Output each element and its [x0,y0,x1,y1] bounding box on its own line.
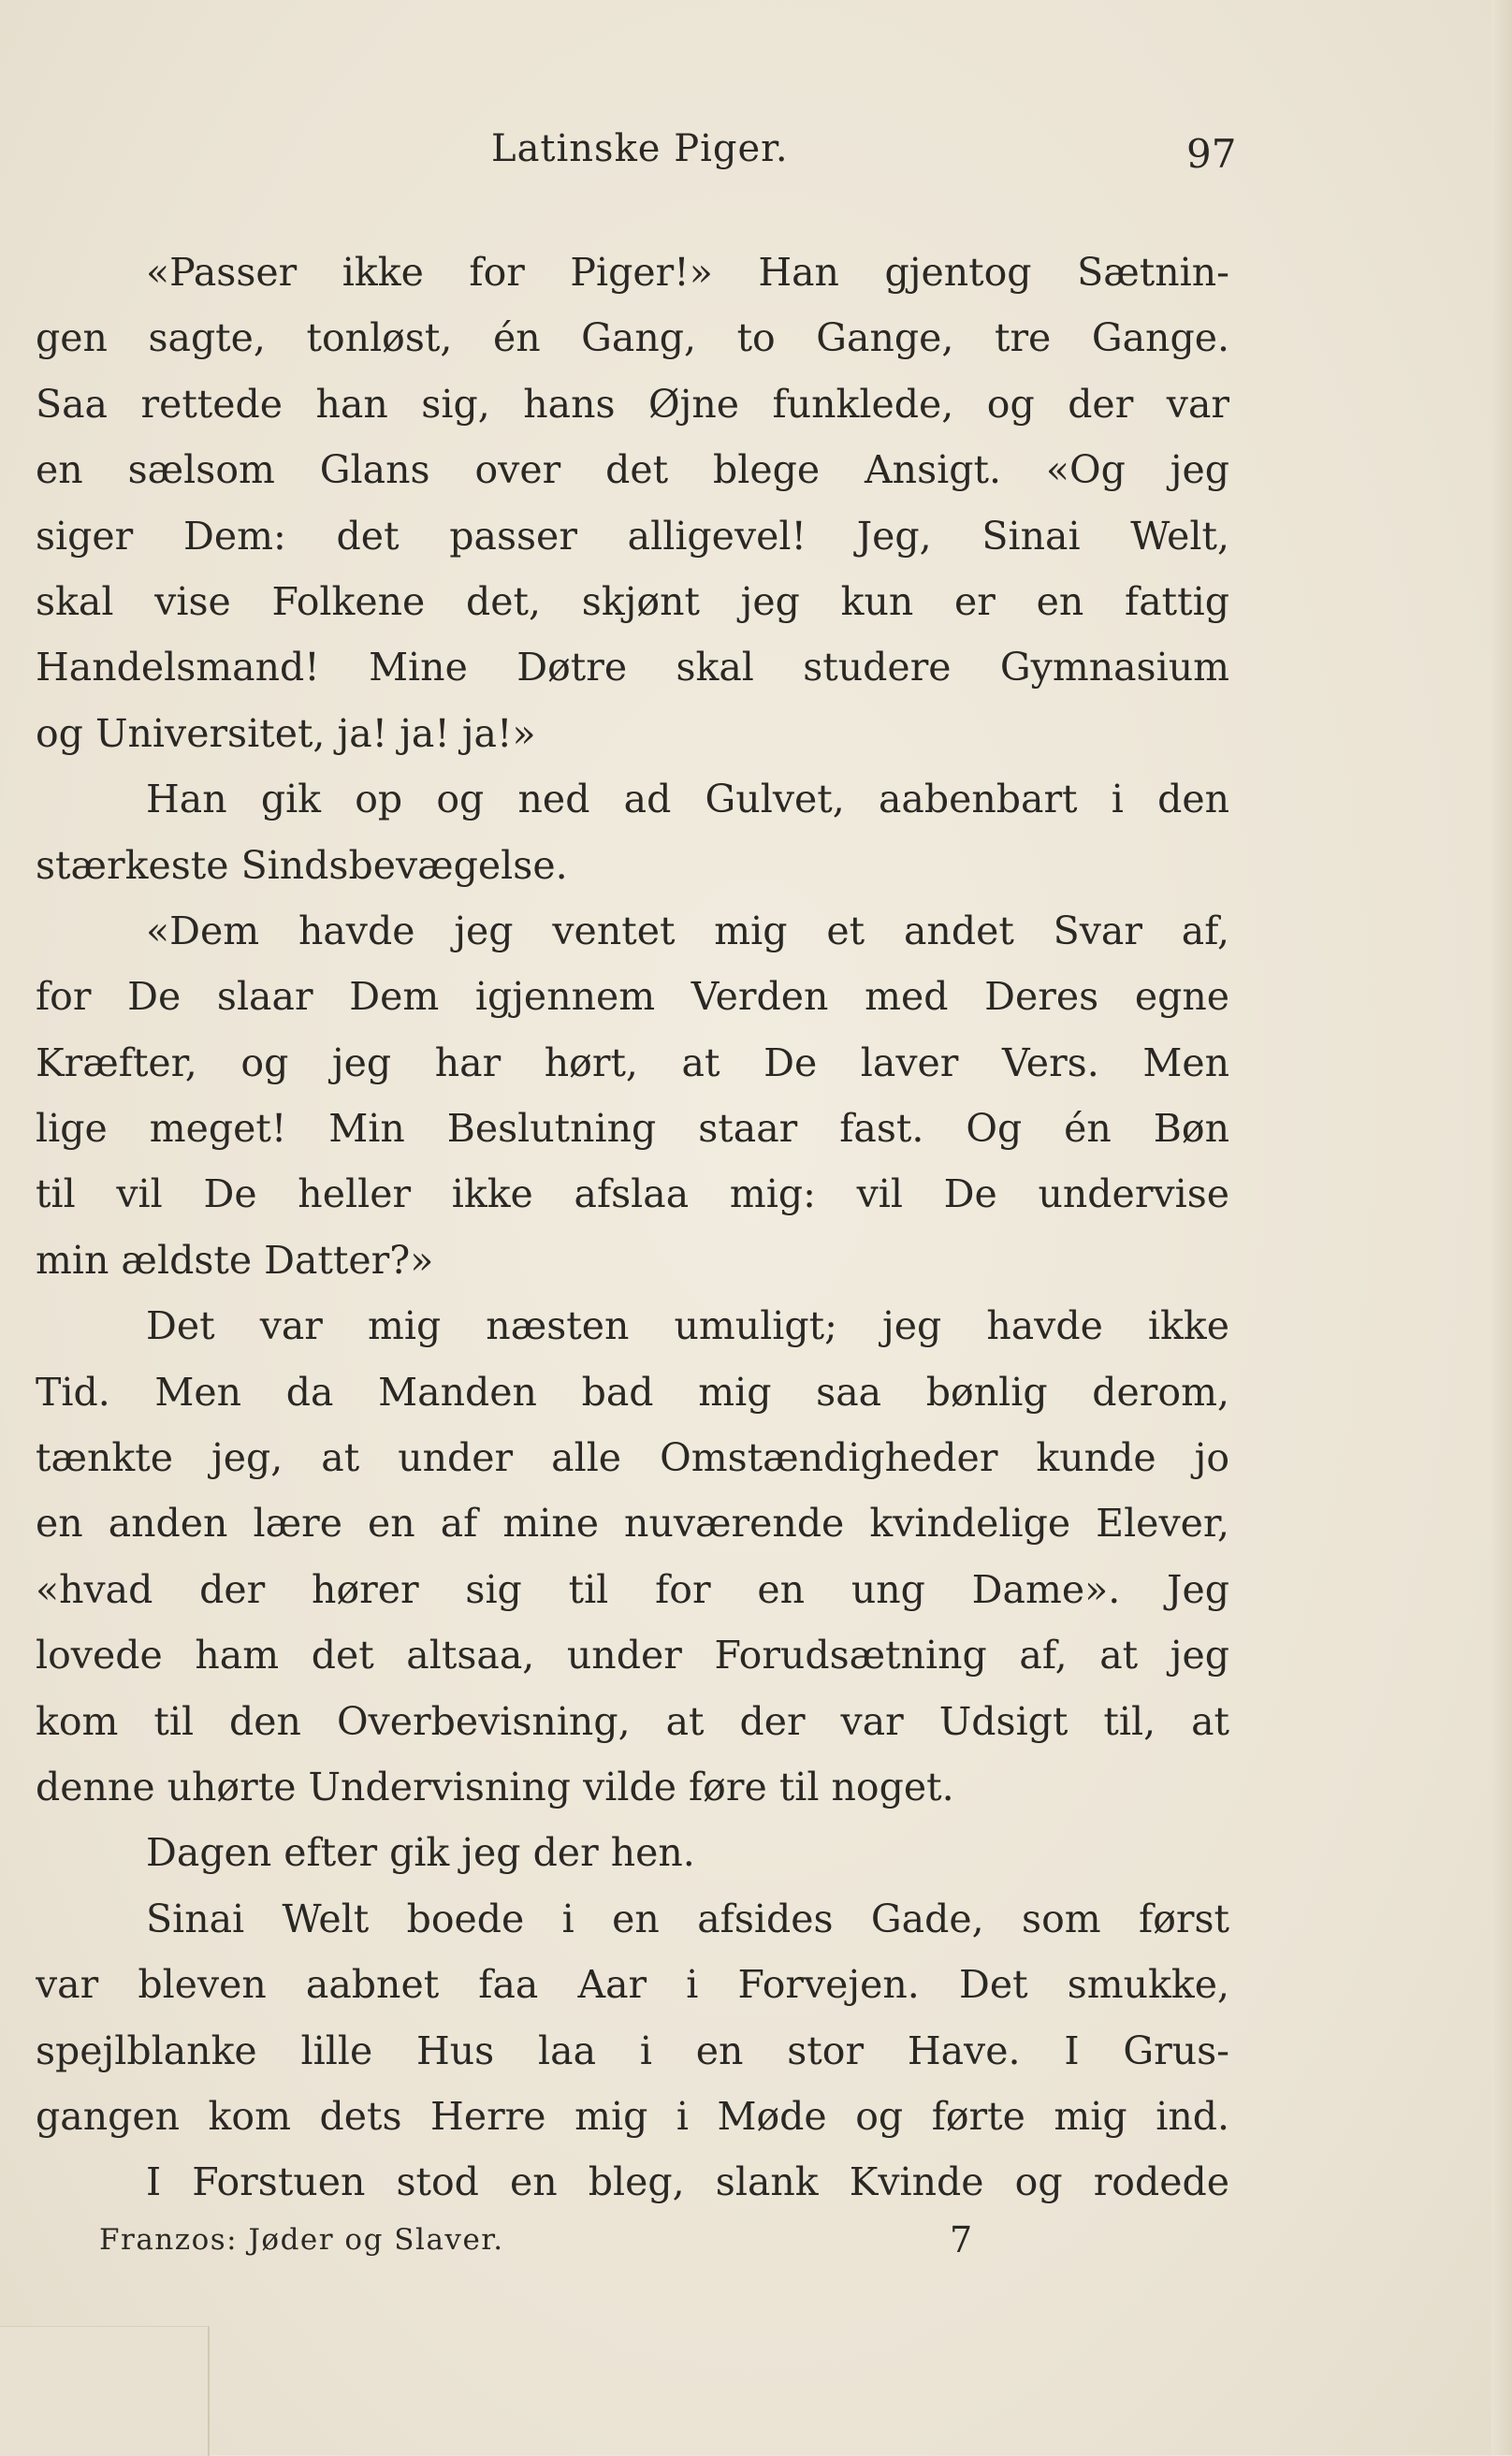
text-line: spejlblanke lille Hus laa i en stor Have. I Grus- [36,2027,1229,2073]
text-line: lovede ham det altsaa, under Forudsætning af, at jeg [36,1633,1229,1679]
printer-signature: Franzos: Jøder og Slaver. [99,2223,504,2257]
text-line: for De slaar Dem igjennem Verden med Deres egne [36,974,1229,1020]
page-footer [0,2219,1512,2270]
sheet-number: 7 [950,2219,973,2260]
page-number: 97 [1186,131,1237,177]
text-line: skal vise Folkene det, skjønt jeg kun er en fattig [36,578,1229,624]
text-line: Det var mig næsten umuligt; jeg havde ikke [146,1303,1229,1349]
text-line: gangen kom dets Herre mig i Møde og førte mig ind. [36,2093,1229,2139]
running-title: Latinske Piger. [491,127,789,170]
text-line: I Forstuen stod en bleg, slank Kvinde og rodede [146,2159,1229,2205]
body-text [36,240,1229,2216]
text-line: stærkeste Sindsbevægelse. [36,842,568,888]
page-header [0,127,1512,183]
scan-tab-mark [0,2326,210,2456]
text-line: kom til den Overbevisning, at der var Udsigt til, at [36,1698,1229,1744]
text-line: Kræfter, og jeg har hørt, at De laver Vers. Men [36,1039,1229,1085]
text-line: til vil De heller ikke afslaa mig: vil De undervise [36,1171,1229,1217]
text-line: siger Dem: det passer alligevel! Jeg, Sinai Welt, [36,513,1229,559]
text-line: var bleven aabnet faa Aar i Forvejen. Det smukke, [36,1962,1229,2008]
text-line: min ældste Datter?» [36,1237,434,1283]
text-line: en anden lære en af mine nuværende kvindelige Elever, [36,1501,1229,1547]
text-line: denne uhørte Undervisning vilde føre til noget. [36,1764,954,1809]
text-line: Tid. Men da Manden bad mig saa bønlig derom, [36,1369,1229,1415]
text-line: Handelsmand! Mine Døtre skal studere Gymnasium [36,645,1229,690]
text-line: Dagen efter gik jeg der hen. [146,1830,695,1876]
text-line: «Passer ikke for Piger!» Han gjentog Sætnin- [146,250,1229,295]
text-line: «hvad der hører sig til for en ung Dame». Jeg [36,1566,1229,1612]
text-line: og Universitet, ja! ja! ja!» [36,710,536,756]
text-line: Sinai Welt boede i en afsides Gade, som først [146,1896,1229,1941]
text-line: tænkte jeg, at under alle Omstændigheder kunde jo [36,1435,1229,1481]
text-line: Han gik op og ned ad Gulvet, aabenbart i den [146,777,1229,822]
text-line: gen sagte, tonløst, én Gang, to Gange, tre Gange. [36,315,1229,361]
text-line: en sælsom Glans over det blege Ansigt. «Og jeg [36,447,1229,493]
page-edge-shadow [1491,0,1512,2455]
text-line: Saa rettede han sig, hans Øjne funklede, og der var [36,381,1229,427]
text-line: «Dem havde jeg ventet mig et andet Svar af, [146,908,1229,953]
text-line: lige meget! Min Beslutning staar fast. Og én Bøn [36,1106,1229,1152]
